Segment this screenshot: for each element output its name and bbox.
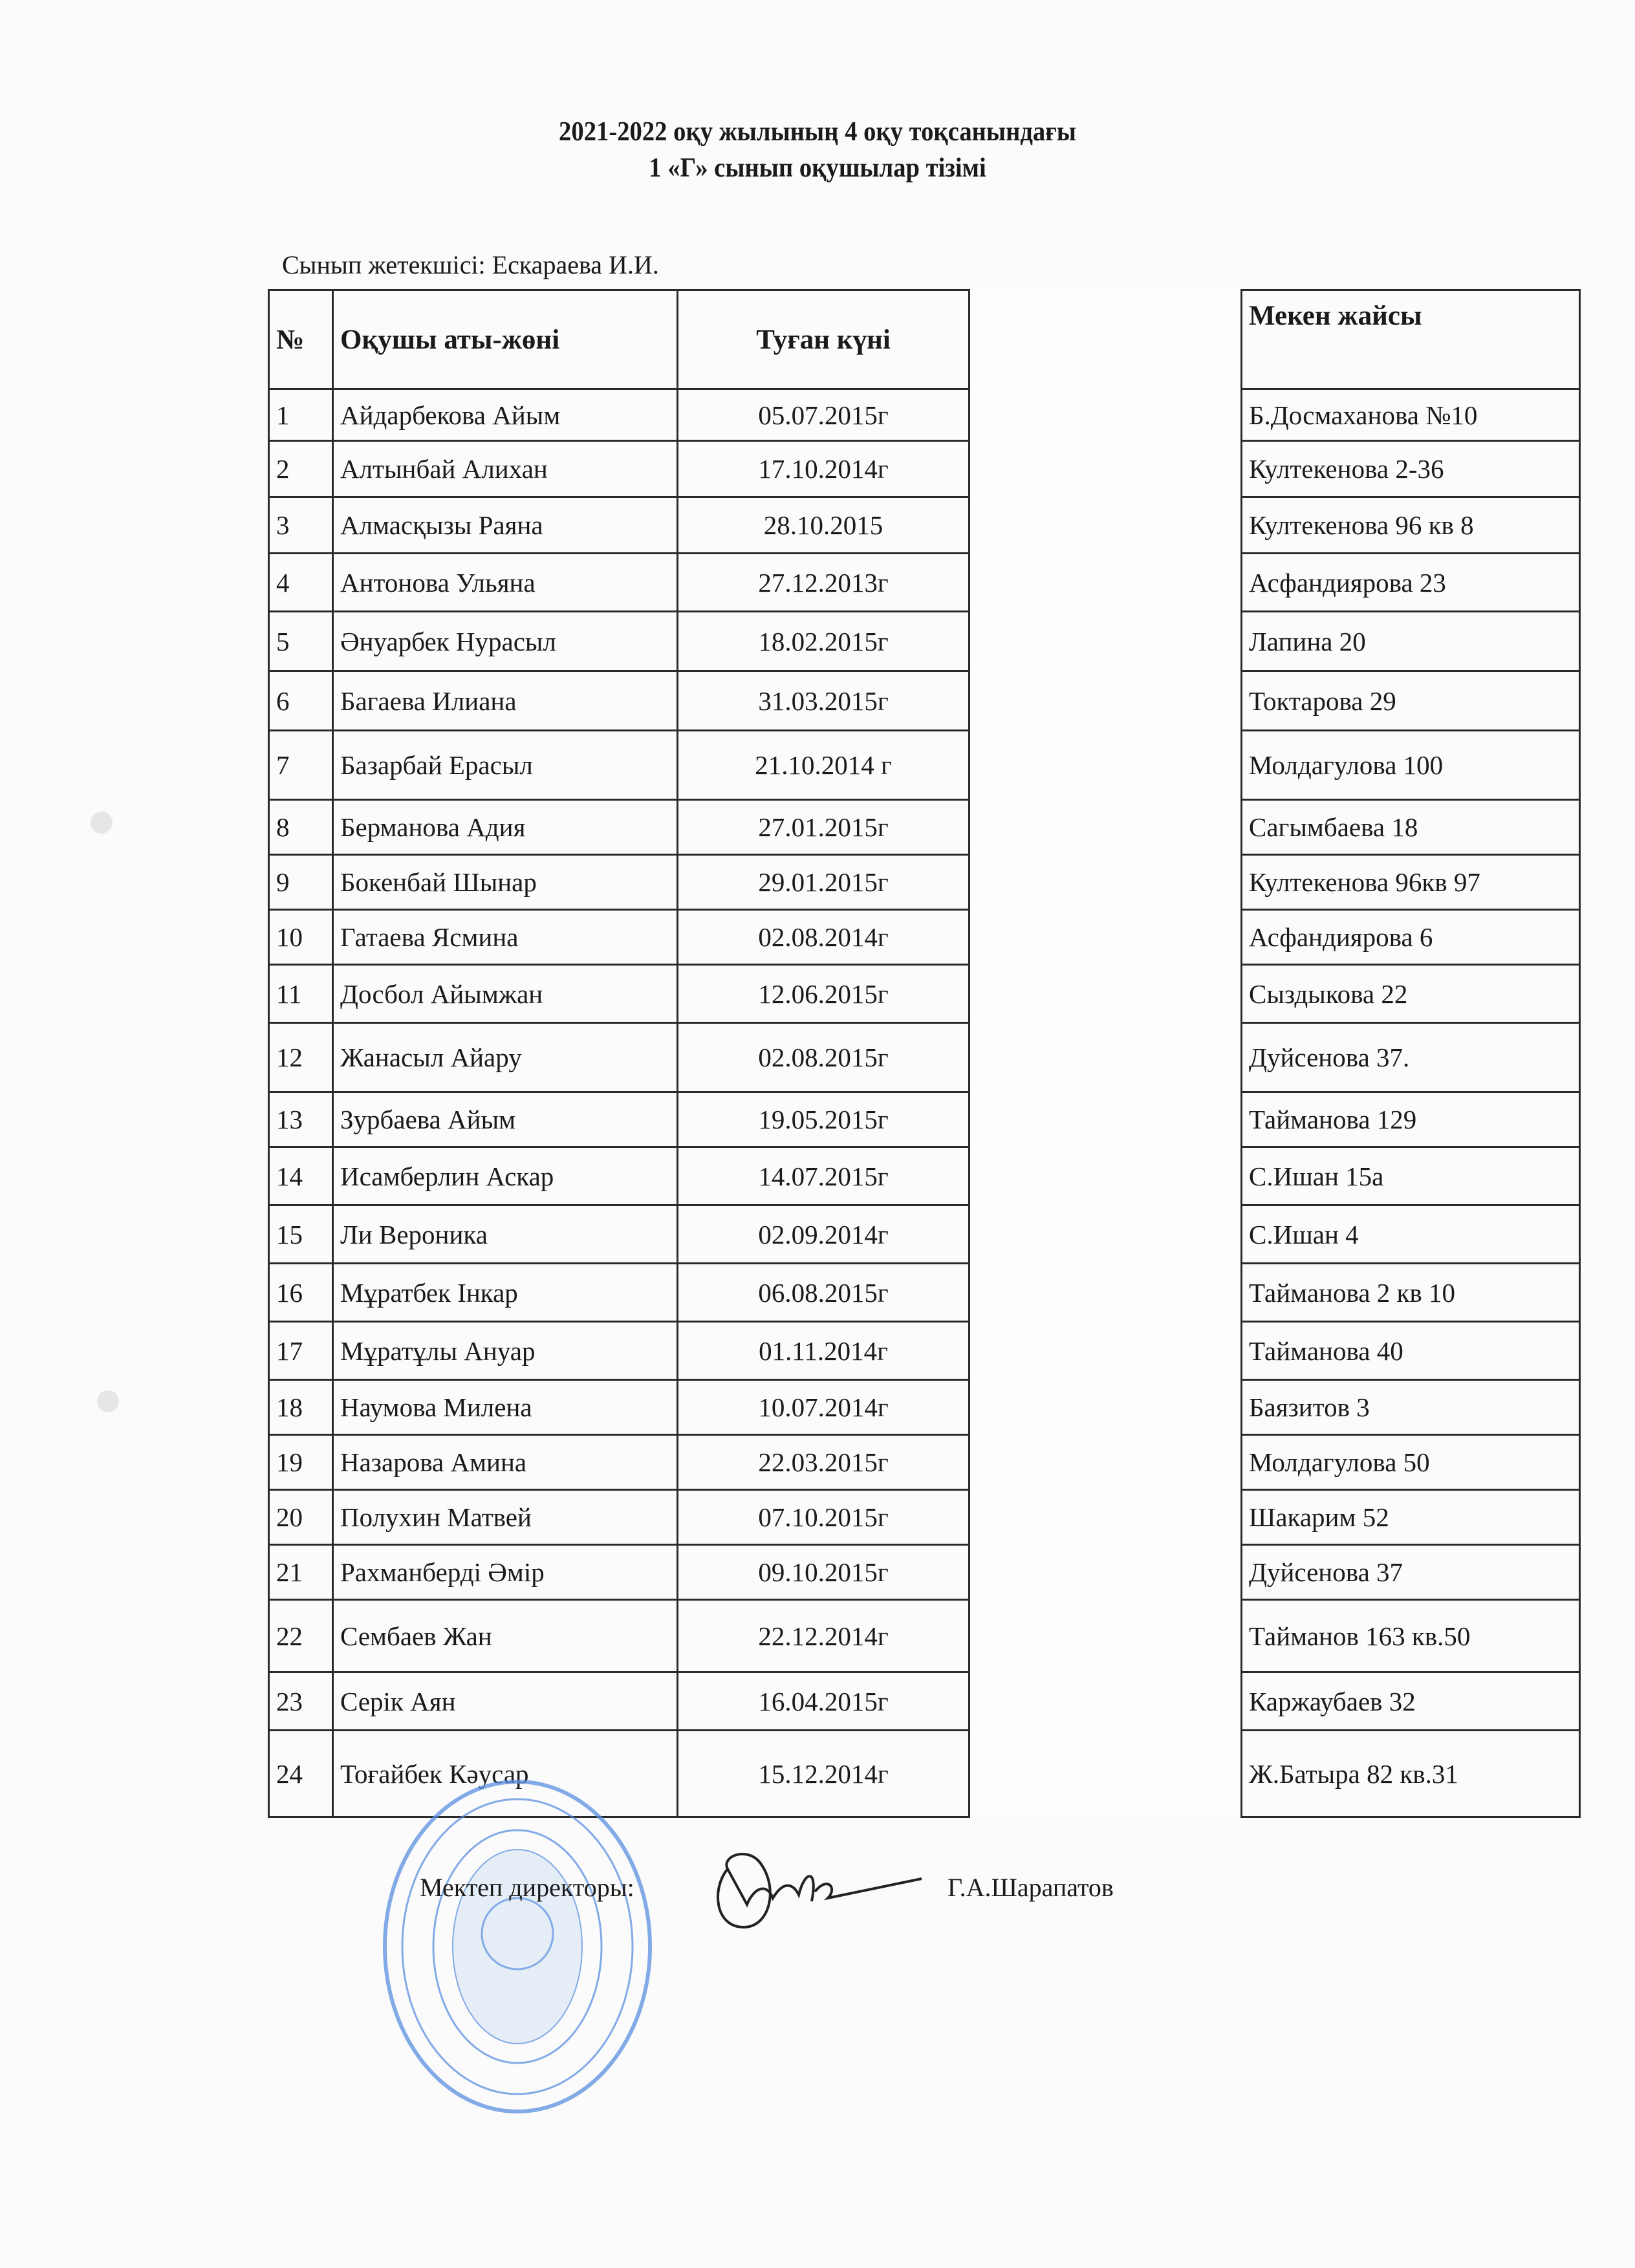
redacted-cell [969, 612, 1242, 671]
birth-date: 22.03.2015г [678, 1435, 969, 1490]
table-row [269, 554, 1580, 612]
student-name: Рахманберді Әмір [333, 1545, 678, 1600]
address: Култекенова 96 кв 8 [1242, 497, 1580, 554]
col-number: № [269, 290, 333, 389]
redacted-cell [969, 1205, 1242, 1264]
address: С.Ишан 4 [1242, 1205, 1580, 1264]
table-row [269, 1147, 1580, 1205]
student-name: Назарова Амина [333, 1435, 678, 1490]
punch-hole [91, 812, 113, 834]
address: Дуйсенова 37 [1242, 1545, 1580, 1600]
birth-date: 27.01.2015г [678, 800, 969, 855]
row-number: 8 [269, 800, 333, 855]
student-name: Багаева Илиана [333, 671, 678, 731]
director-name: Г.А.Шарапатов [947, 1873, 1114, 1902]
table-row [269, 1600, 1580, 1672]
student-table [268, 289, 1581, 1818]
row-number: 1 [269, 389, 333, 441]
table-row [269, 1023, 1580, 1092]
redacted-cell [969, 731, 1242, 800]
table-row [269, 855, 1580, 910]
address: Сагымбаева 18 [1242, 800, 1580, 855]
redacted-cell [969, 1600, 1242, 1672]
student-name: Сембаев Жан [333, 1600, 678, 1672]
address: Сыздыкова 22 [1242, 965, 1580, 1023]
table-row [269, 612, 1580, 671]
redacted-cell [969, 910, 1242, 965]
redacted-cell [969, 1490, 1242, 1545]
birth-date: 15.12.2014г [678, 1731, 969, 1817]
table-row [269, 497, 1580, 554]
student-name: Мұратбек Інкар [333, 1264, 678, 1322]
student-name: Бокенбай Шынар [333, 855, 678, 910]
address: Асфандиярова 6 [1242, 910, 1580, 965]
student-name: Әнуарбек Нурасыл [333, 612, 678, 671]
birth-date: 05.07.2015г [678, 389, 969, 441]
address: Тайманова 129 [1242, 1092, 1580, 1147]
class-teacher: Сынып жетекшісі: Ескараева И.И. [282, 250, 659, 279]
student-name: Серік Аян [333, 1672, 678, 1731]
redacted-cell [969, 554, 1242, 612]
birth-date: 17.10.2014г [678, 441, 969, 497]
redacted-cell [969, 1147, 1242, 1205]
row-number: 2 [269, 441, 333, 497]
student-name: Мұратұлы Ануар [333, 1322, 678, 1380]
col-redacted [969, 290, 1242, 389]
table-row [269, 910, 1580, 965]
address: Ж.Батыра 82 кв.31 [1242, 1731, 1580, 1817]
birth-date: 02.09.2014г [678, 1205, 969, 1264]
birth-date: 29.01.2015г [678, 855, 969, 910]
student-name: Берманова Адия [333, 800, 678, 855]
director-signature [708, 1843, 941, 1934]
address: Баязитов 3 [1242, 1380, 1580, 1435]
table-row [269, 1435, 1580, 1490]
address: Молдагулова 100 [1242, 731, 1580, 800]
table-row [269, 1672, 1580, 1731]
student-name: Алмасқызы Раяна [333, 497, 678, 554]
row-number: 9 [269, 855, 333, 910]
table-row [269, 441, 1580, 497]
birth-date: 27.12.2013г [678, 554, 969, 612]
redacted-cell [969, 1380, 1242, 1435]
student-name: Зурбаева Айым [333, 1092, 678, 1147]
address: Тайманова 40 [1242, 1322, 1580, 1380]
row-number: 18 [269, 1380, 333, 1435]
row-number: 14 [269, 1147, 333, 1205]
row-number: 7 [269, 731, 333, 800]
redacted-cell [969, 1435, 1242, 1490]
table-row [269, 671, 1580, 731]
row-number: 5 [269, 612, 333, 671]
table-row [269, 731, 1580, 800]
redacted-cell [969, 1264, 1242, 1322]
student-name: Тоғайбек Кәусар [333, 1731, 678, 1817]
row-number: 12 [269, 1023, 333, 1092]
address: Каржаубаев 32 [1242, 1672, 1580, 1731]
address: Шакарим 52 [1242, 1490, 1580, 1545]
student-name: Гатаева Ясмина [333, 910, 678, 965]
student-name: Ли Вероника [333, 1205, 678, 1264]
birth-date: 19.05.2015г [678, 1092, 969, 1147]
row-number: 6 [269, 671, 333, 731]
birth-date: 14.07.2015г [678, 1147, 969, 1205]
document-subtitle: 1 «Г» сынып оқушылар тізімі [649, 153, 986, 183]
table-header-row [269, 290, 1580, 389]
birth-date: 31.03.2015г [678, 671, 969, 731]
birth-date: 28.10.2015 [678, 497, 969, 554]
birth-date: 09.10.2015г [678, 1545, 969, 1600]
birth-date: 02.08.2015г [678, 1023, 969, 1092]
redacted-cell [969, 965, 1242, 1023]
student-name: Базарбай Ерасыл [333, 731, 678, 800]
redacted-cell [969, 1023, 1242, 1092]
birth-date: 01.11.2014г [678, 1322, 969, 1380]
student-name: Антонова Ульяна [333, 554, 678, 612]
student-name: Исамберлин Аскар [333, 1147, 678, 1205]
birth-date: 18.02.2015г [678, 612, 969, 671]
row-number: 10 [269, 910, 333, 965]
punch-hole [97, 1390, 119, 1412]
address: Тайманов 163 кв.50 [1242, 1600, 1580, 1672]
student-name: Наумова Милена [333, 1380, 678, 1435]
school-stamp [375, 1772, 660, 2121]
table-row [269, 1264, 1580, 1322]
table-row [269, 1490, 1580, 1545]
address: Дуйсенова 37. [1242, 1023, 1580, 1092]
address: С.Ишан 15а [1242, 1147, 1580, 1205]
table-row [269, 1205, 1580, 1264]
redacted-cell [969, 1731, 1242, 1817]
redacted-cell [969, 1672, 1242, 1731]
row-number: 24 [269, 1731, 333, 1817]
row-number: 16 [269, 1264, 333, 1322]
student-name: Жанасыл Айару [333, 1023, 678, 1092]
birth-date: 21.10.2014 г [678, 731, 969, 800]
birth-date: 16.04.2015г [678, 1672, 969, 1731]
table-row [269, 800, 1580, 855]
row-number: 3 [269, 497, 333, 554]
address: Б.Досмаханова №10 [1242, 389, 1580, 441]
redacted-cell [969, 1322, 1242, 1380]
birth-date: 06.08.2015г [678, 1264, 969, 1322]
redacted-cell [969, 389, 1242, 441]
table-row [269, 965, 1580, 1023]
table-row [269, 1092, 1580, 1147]
row-number: 20 [269, 1490, 333, 1545]
document-title: 2021-2022 оқу жылының 4 оқу тоқсанындағы [559, 117, 1076, 147]
address: Култекенова 96кв 97 [1242, 855, 1580, 910]
redacted-cell [969, 441, 1242, 497]
address: Тайманова 2 кв 10 [1242, 1264, 1580, 1322]
row-number: 21 [269, 1545, 333, 1600]
col-birthdate: Туған күні [678, 290, 969, 389]
row-number: 23 [269, 1672, 333, 1731]
redacted-cell [969, 671, 1242, 731]
row-number: 11 [269, 965, 333, 1023]
redacted-cell [969, 1092, 1242, 1147]
table-row [269, 389, 1580, 441]
student-name: Алтынбай Алихан [333, 441, 678, 497]
address: Асфандиярова 23 [1242, 554, 1580, 612]
birth-date: 12.06.2015г [678, 965, 969, 1023]
birth-date: 07.10.2015г [678, 1490, 969, 1545]
table-row [269, 1322, 1580, 1380]
student-name: Досбол Айымжан [333, 965, 678, 1023]
address: Култекенова 2-36 [1242, 441, 1580, 497]
row-number: 15 [269, 1205, 333, 1264]
row-number: 4 [269, 554, 333, 612]
birth-date: 22.12.2014г [678, 1600, 969, 1672]
col-name: Оқушы аты-жөні [333, 290, 678, 389]
row-number: 22 [269, 1600, 333, 1672]
birth-date: 02.08.2014г [678, 910, 969, 965]
redacted-cell [969, 800, 1242, 855]
table-row [269, 1380, 1580, 1435]
row-number: 17 [269, 1322, 333, 1380]
address: Токтарова 29 [1242, 671, 1580, 731]
address: Молдагулова 50 [1242, 1435, 1580, 1490]
address: Лапина 20 [1242, 612, 1580, 671]
table-row [269, 1545, 1580, 1600]
director-label: Мектеп директоры: [420, 1873, 634, 1902]
student-name: Полухин Матвей [333, 1490, 678, 1545]
student-name: Айдарбекова Айым [333, 389, 678, 441]
col-address: Мекен жайсы [1242, 290, 1580, 389]
redacted-cell [969, 855, 1242, 910]
row-number: 13 [269, 1092, 333, 1147]
birth-date: 10.07.2014г [678, 1380, 969, 1435]
row-number: 19 [269, 1435, 333, 1490]
redacted-cell [969, 497, 1242, 554]
redacted-cell [969, 1545, 1242, 1600]
